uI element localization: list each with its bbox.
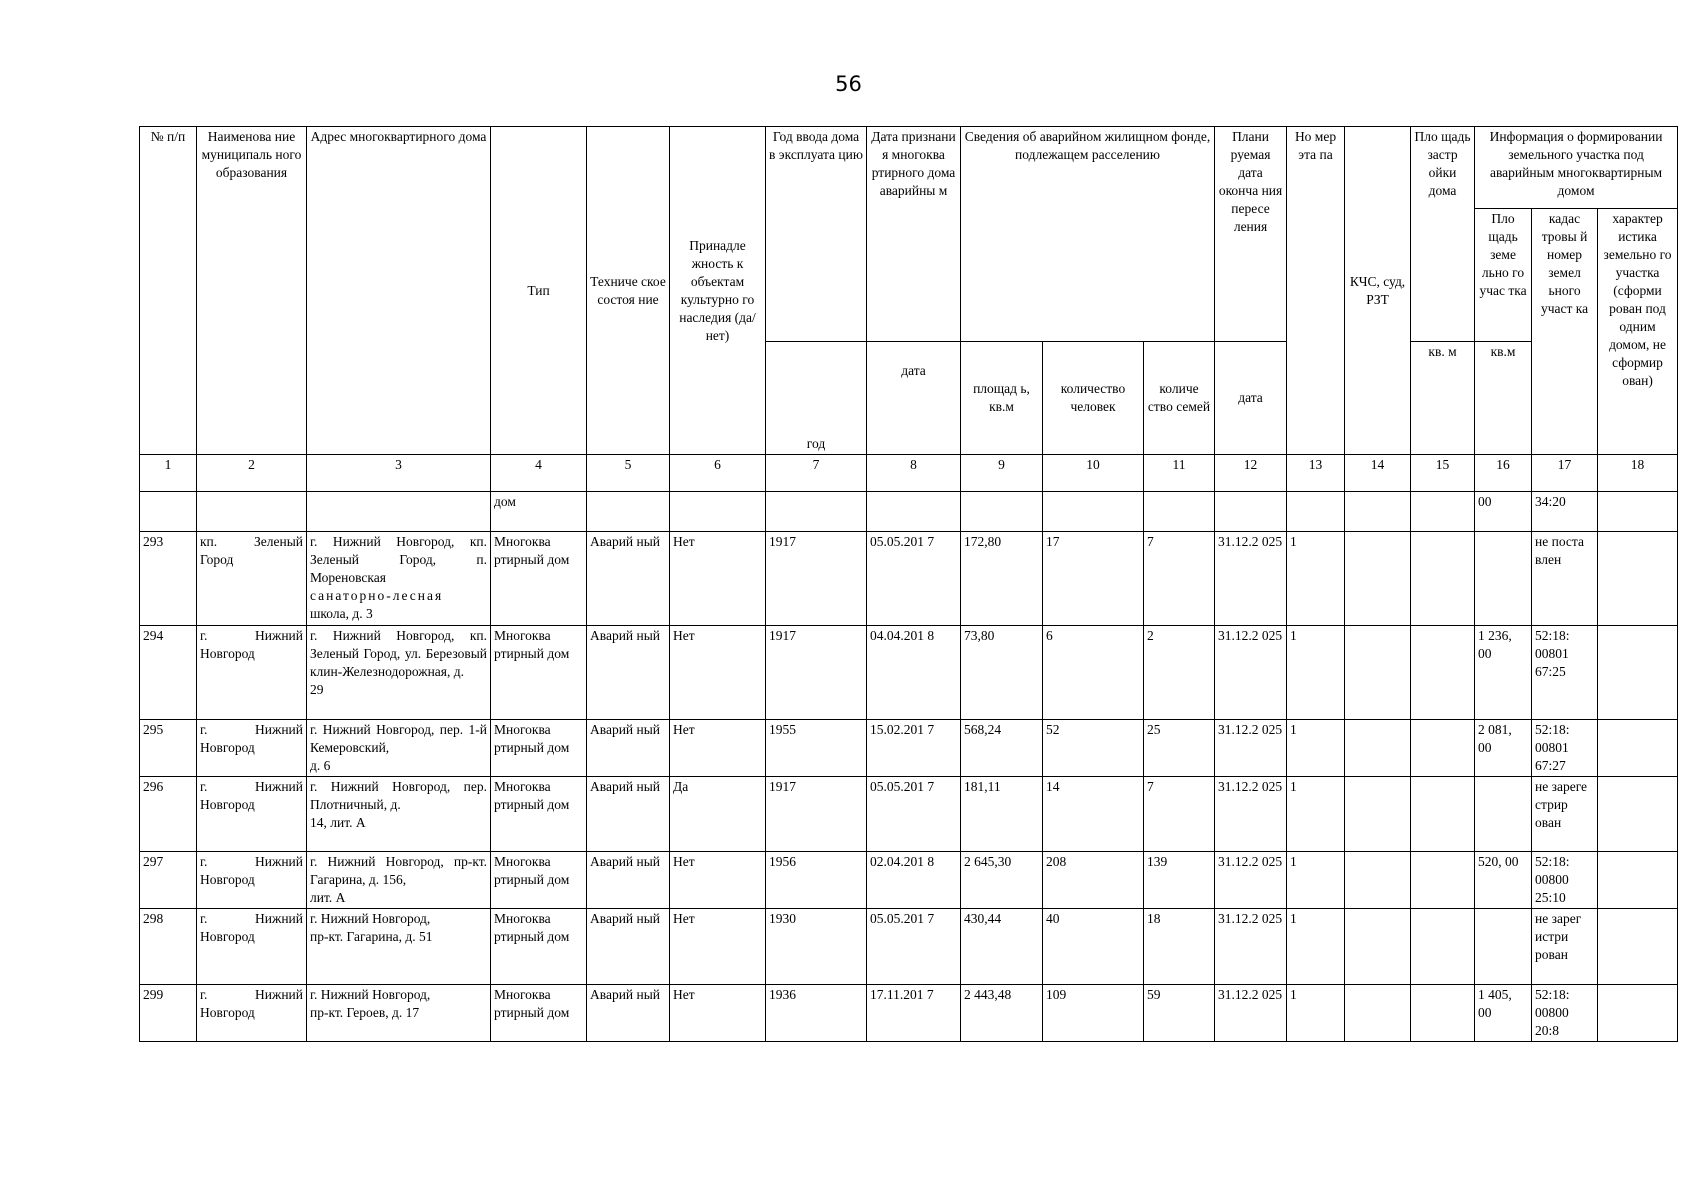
row-build-area (1411, 909, 1475, 985)
column-number: 15 (1411, 455, 1475, 492)
row-municipality: г. Нижний Новгород (197, 777, 307, 852)
column-number: 9 (961, 455, 1043, 492)
row-kchs (1345, 909, 1411, 985)
row-cadastral: не зареге стрир ован (1532, 777, 1598, 852)
column-number: 13 (1287, 455, 1345, 492)
row-build-area (1411, 532, 1475, 626)
row-type: Многоква ртирный дом (491, 720, 587, 777)
row-date: 05.05.201 7 (867, 909, 961, 985)
row-date: 05.05.201 7 (867, 532, 961, 626)
row-land-area: 1 405, 00 (1475, 985, 1532, 1042)
address-tail: 14, лит. А (310, 815, 366, 830)
row-date: 04.04.201 8 (867, 626, 961, 720)
address-tail: пр-кт. Героев, д. 17 (310, 1005, 420, 1020)
row-land-area: 2 081, 00 (1475, 720, 1532, 777)
header-year: Год ввода дома в эксплуата цию (766, 127, 867, 342)
header-people-unit: количество человек (1043, 342, 1144, 455)
row-address (307, 985, 491, 1042)
table-row (140, 777, 1678, 852)
header-num: № п/п (140, 127, 197, 455)
row-municipality: г. Нижний Новгород (197, 909, 307, 985)
row-date: 17.11.201 7 (867, 985, 961, 1042)
row-land-character (1598, 720, 1678, 777)
row-tech-state: Аварий ный (587, 777, 670, 852)
row-cadastral: 52:18: 00801 67:27 (1532, 720, 1598, 777)
cont-land-area: 00 (1475, 492, 1532, 532)
row-stage: 1 (1287, 532, 1345, 626)
row-resettle-date: 31.12.2 025 (1215, 720, 1287, 777)
address-line: г. Нижний Новгород, кп. Зеленый Город, п. Мореновская (310, 534, 487, 585)
row-area: 2 645,30 (961, 852, 1043, 909)
row-tech-state: Аварий ный (587, 626, 670, 720)
row-resettle-date: 31.12.2 025 (1215, 532, 1287, 626)
row-type: Многоква ртирный дом (491, 909, 587, 985)
header-build-area-unit: кв. м (1411, 342, 1475, 455)
table-row (140, 720, 1678, 777)
header-land-area-unit: кв.м (1475, 342, 1532, 455)
header-land-character: характер истика земельно го участка (сформи рован под одним домом, не сформир ован) (1598, 209, 1678, 455)
row-stage: 1 (1287, 852, 1345, 909)
row-build-area (1411, 626, 1475, 720)
row-land-character (1598, 777, 1678, 852)
row-families: 139 (1144, 852, 1215, 909)
header-year-unit: год (766, 342, 867, 455)
cont-type: дом (491, 492, 587, 532)
column-number-row (140, 455, 1678, 492)
row-municipality: г. Нижний Новгород (197, 720, 307, 777)
row-municipality: г. Нижний Новгород (197, 852, 307, 909)
row-cadastral: не поста влен (1532, 532, 1598, 626)
row-build-area (1411, 720, 1475, 777)
row-people: 6 (1043, 626, 1144, 720)
header-type: Тип (491, 127, 587, 455)
row-area: 2 443,48 (961, 985, 1043, 1042)
row-heritage: Да (670, 777, 766, 852)
row-type: Многоква ртирный дом (491, 985, 587, 1042)
row-people: 40 (1043, 909, 1144, 985)
row-people: 208 (1043, 852, 1144, 909)
row-year: 1955 (766, 720, 867, 777)
column-number: 14 (1345, 455, 1411, 492)
row-number: 294 (140, 626, 197, 720)
row-people: 109 (1043, 985, 1144, 1042)
header-land-area: Пло щадь земе льно го учас тка (1475, 209, 1532, 342)
row-address (307, 626, 491, 720)
row-date: 05.05.201 7 (867, 777, 961, 852)
row-land-character (1598, 985, 1678, 1042)
row-type: Многоква ртирный дом (491, 626, 587, 720)
table-row (140, 852, 1678, 909)
column-number: 5 (587, 455, 670, 492)
row-kchs (1345, 626, 1411, 720)
header-kchs: КЧС, суд, РЗТ (1345, 127, 1411, 455)
row-address (307, 532, 491, 626)
row-kchs (1345, 720, 1411, 777)
row-municipality: г. Нижний Новгород (197, 985, 307, 1042)
row-municipality: кп. Зеленый Город (197, 532, 307, 626)
row-type: Многоква ртирный дом (491, 532, 587, 626)
row-year: 1917 (766, 532, 867, 626)
header-families-unit: количе ство семей (1144, 342, 1215, 455)
row-heritage: Нет (670, 985, 766, 1042)
row-tech-state: Аварий ный (587, 985, 670, 1042)
header-cadastral: кадас тровы й номер земел ьного участ ка (1532, 209, 1598, 455)
row-number: 297 (140, 852, 197, 909)
row-date: 15.02.201 7 (867, 720, 961, 777)
table-row (140, 985, 1678, 1042)
row-families: 7 (1144, 532, 1215, 626)
row-kchs (1345, 985, 1411, 1042)
row-resettle-date: 31.12.2 025 (1215, 852, 1287, 909)
row-type: Многоква ртирный дом (491, 852, 587, 909)
header-area-unit: площад ь, кв.м (961, 342, 1043, 455)
row-date: 02.04.201 8 (867, 852, 961, 909)
header-land-info: Информация о формировании земельного участка под аварийным многоквартирным домом (1475, 127, 1678, 209)
row-land-area (1475, 777, 1532, 852)
address-line: г. Нижний Новгород, пр-кт. Гагарина, д. 156, (310, 854, 487, 887)
address-line: г. Нижний Новгород, пер. 1-й Кемеровский, (310, 722, 487, 755)
row-land-character (1598, 532, 1678, 626)
row-year: 1930 (766, 909, 867, 985)
header-address: Адрес многоквартирного дома (307, 127, 491, 455)
column-number: 11 (1144, 455, 1215, 492)
address-tail: д. 6 (310, 758, 331, 773)
column-number: 10 (1043, 455, 1144, 492)
row-number: 298 (140, 909, 197, 985)
row-kchs (1345, 777, 1411, 852)
header-municipality: Наименова ние муниципаль ного образования (197, 127, 307, 455)
row-address (307, 909, 491, 985)
column-number: 1 (140, 455, 197, 492)
column-number: 6 (670, 455, 766, 492)
row-cadastral: 52:18: 00801 67:25 (1532, 626, 1598, 720)
header-stage: Но мер эта па (1287, 127, 1345, 455)
row-cadastral: 52:18: 00800 20:8 (1532, 985, 1598, 1042)
row-stage: 1 (1287, 909, 1345, 985)
row-year: 1956 (766, 852, 867, 909)
header-date: Дата признани я многоква ртирного дома аварийны м (867, 127, 961, 342)
row-type: Многоква ртирный дом (491, 777, 587, 852)
row-area: 73,80 (961, 626, 1043, 720)
header-emergency-fund: Сведения об аварийном жилищном фонде, подлежащем расселению (961, 127, 1215, 342)
row-land-area: 520, 00 (1475, 852, 1532, 909)
row-land-character (1598, 852, 1678, 909)
row-families: 25 (1144, 720, 1215, 777)
row-stage: 1 (1287, 720, 1345, 777)
row-heritage: Нет (670, 720, 766, 777)
row-families: 18 (1144, 909, 1215, 985)
row-build-area (1411, 777, 1475, 852)
row-year: 1917 (766, 777, 867, 852)
row-families: 2 (1144, 626, 1215, 720)
column-number: 4 (491, 455, 587, 492)
row-stage: 1 (1287, 626, 1345, 720)
row-cadastral: 52:18: 00800 25:10 (1532, 852, 1598, 909)
row-municipality: г. Нижний Новгород (197, 626, 307, 720)
address-spaced: санаторно-лесная (310, 588, 444, 603)
row-land-area (1475, 909, 1532, 985)
row-land-area: 1 236, 00 (1475, 626, 1532, 720)
row-families: 59 (1144, 985, 1215, 1042)
column-number: 18 (1598, 455, 1678, 492)
row-people: 14 (1043, 777, 1144, 852)
row-kchs (1345, 852, 1411, 909)
row-year: 1917 (766, 626, 867, 720)
column-number: 7 (766, 455, 867, 492)
row-resettle-date: 31.12.2 025 (1215, 626, 1287, 720)
header-resettle-unit: дата (1215, 342, 1287, 455)
row-heritage: Нет (670, 626, 766, 720)
header-heritage: Принадле жность к объектам культурно го наследия (да/нет) (670, 127, 766, 455)
row-resettle-date: 31.12.2 025 (1215, 909, 1287, 985)
row-address (307, 720, 491, 777)
address-tail: школа, д. 3 (310, 606, 373, 621)
row-number: 295 (140, 720, 197, 777)
row-area: 568,24 (961, 720, 1043, 777)
row-area: 172,80 (961, 532, 1043, 626)
cont-cadastral: 34:20 (1532, 492, 1598, 532)
address-line: г. Нижний Новгород, (310, 987, 431, 1002)
row-tech-state: Аварий ный (587, 720, 670, 777)
address-line: г. Нижний Новгород, (310, 911, 431, 926)
row-tech-state: Аварий ный (587, 909, 670, 985)
row-heritage: Нет (670, 852, 766, 909)
row-build-area (1411, 852, 1475, 909)
table-row (140, 532, 1678, 626)
row-kchs (1345, 532, 1411, 626)
row-area: 430,44 (961, 909, 1043, 985)
table-row (140, 626, 1678, 720)
row-number: 296 (140, 777, 197, 852)
continuation-row (140, 492, 1678, 532)
header-resettle-date: Плани руемая дата оконча ния пересе ления (1215, 127, 1287, 342)
column-number: 8 (867, 455, 961, 492)
row-people: 17 (1043, 532, 1144, 626)
row-stage: 1 (1287, 985, 1345, 1042)
row-land-character (1598, 626, 1678, 720)
row-number: 299 (140, 985, 197, 1042)
row-area: 181,11 (961, 777, 1043, 852)
row-heritage: Нет (670, 909, 766, 985)
column-number: 3 (307, 455, 491, 492)
column-number: 2 (197, 455, 307, 492)
housing-register-table (139, 126, 1678, 1042)
header-tech-state: Техниче ское состоя ние (587, 127, 670, 455)
column-number: 17 (1532, 455, 1598, 492)
row-resettle-date: 31.12.2 025 (1215, 985, 1287, 1042)
header-build-area: Пло щадь застр ойки дома (1411, 127, 1475, 342)
address-tail: пр-кт. Гагарина, д. 51 (310, 929, 433, 944)
page-number: 56 (835, 72, 862, 96)
header-date-unit: дата (867, 342, 961, 455)
row-resettle-date: 31.12.2 025 (1215, 777, 1287, 852)
row-build-area (1411, 985, 1475, 1042)
row-tech-state: Аварий ный (587, 852, 670, 909)
column-number: 12 (1215, 455, 1287, 492)
row-cadastral: не зарег истри рован (1532, 909, 1598, 985)
row-address (307, 777, 491, 852)
row-stage: 1 (1287, 777, 1345, 852)
address-tail: лит. А (310, 890, 346, 905)
row-address (307, 852, 491, 909)
row-number: 293 (140, 532, 197, 626)
address-line: г. Нижний Новгород, пер. Плотничный, д. (310, 779, 487, 812)
address-tail: 29 (310, 682, 324, 697)
row-people: 52 (1043, 720, 1144, 777)
row-year: 1936 (766, 985, 867, 1042)
row-families: 7 (1144, 777, 1215, 852)
row-heritage: Нет (670, 532, 766, 626)
row-land-area (1475, 532, 1532, 626)
row-tech-state: Аварий ный (587, 532, 670, 626)
column-number: 16 (1475, 455, 1532, 492)
table-row (140, 909, 1678, 985)
address-line: г. Нижний Новгород, кп. Зеленый Город, ул. Березовый клин-Железнодорожная, д. (310, 628, 487, 679)
row-land-character (1598, 909, 1678, 985)
